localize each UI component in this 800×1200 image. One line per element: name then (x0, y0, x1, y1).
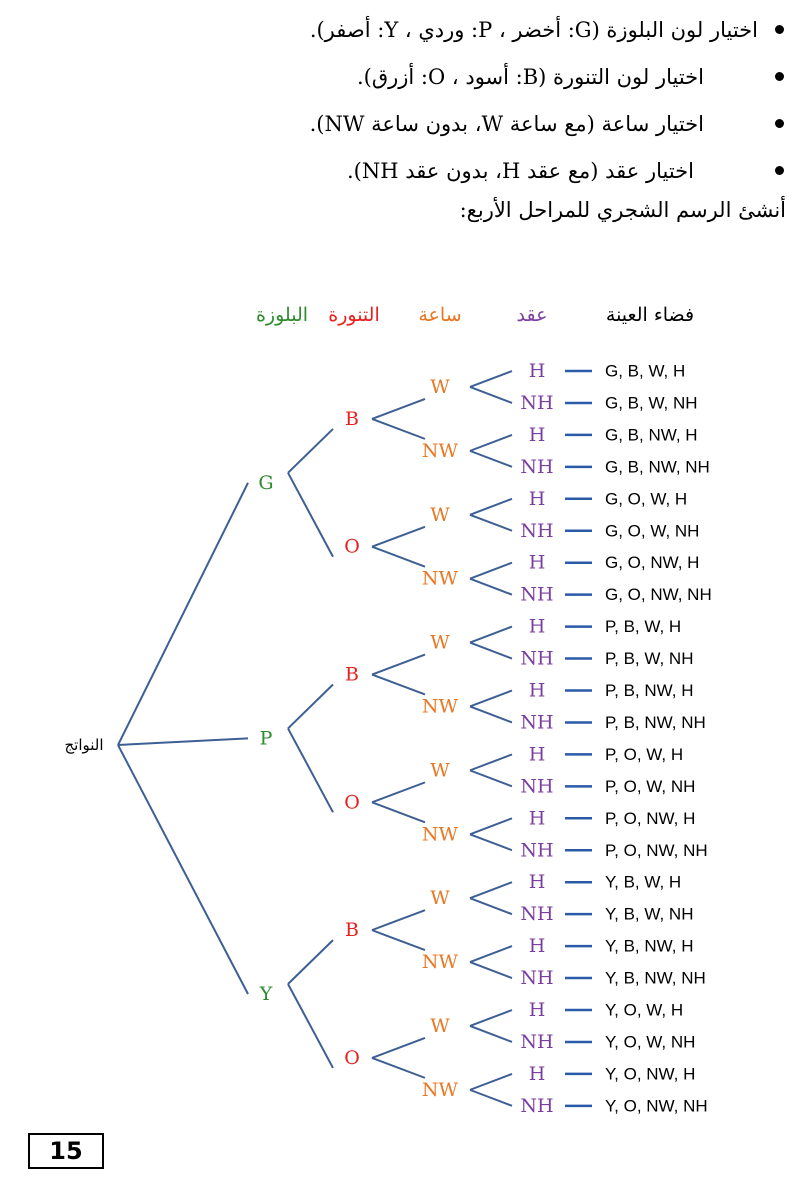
branch-Y-O (288, 984, 333, 1068)
branch-GBNW-NH (470, 451, 512, 467)
page-number: 15 (28, 1133, 104, 1169)
branch-YO-NW (372, 1058, 425, 1078)
node-necklace-YONWH: H (528, 1062, 546, 1085)
branch-PBW-NH (470, 643, 512, 659)
node-watch-YONW: NW (421, 1078, 459, 1101)
outcome-23: Y, O, NW, NH (605, 1096, 708, 1116)
outcome-20: Y, O, W, H (605, 1000, 684, 1020)
branch-GONW-H (470, 563, 512, 579)
node-necklace-PBWH: H (528, 615, 546, 638)
node-necklace-GONWH: H (528, 551, 546, 574)
outcome-19: Y, B, NW, NH (605, 968, 706, 988)
branch-GBNW-H (470, 435, 512, 451)
branch-root-P (118, 738, 248, 745)
branch-P-B (288, 685, 333, 729)
node-skirt-PB: B (345, 663, 359, 686)
node-blouse-G: G (258, 471, 274, 494)
bullet-skirt: اختيار لون التنورة (B: أسود ، O: أزرق). (38, 57, 758, 104)
instruction: أنشئ الرسم الشجري للمراحل الأربع: (459, 198, 786, 222)
branch-GONW-NH (470, 579, 512, 595)
outcome-7: G, O, NW, NH (605, 585, 712, 605)
outcome-16: Y, B, W, H (605, 872, 682, 892)
branch-root-Y (118, 745, 248, 994)
branch-YONW-H (470, 1074, 512, 1090)
node-skirt-GO: O (344, 535, 360, 558)
branch-PB-W (372, 655, 425, 675)
node-necklace-YBWNH: NH (520, 903, 554, 926)
node-watch-GBNW: NW (421, 439, 459, 462)
outcome-15: P, O, NW, NH (605, 840, 708, 860)
branch-PONW-H (470, 818, 512, 834)
node-watch-YBNW: NW (421, 951, 459, 974)
branch-YBNW-H (470, 946, 512, 962)
node-skirt-GB: B (345, 407, 359, 430)
outcome-5: G, O, W, NH (605, 521, 700, 541)
branch-POW-H (470, 754, 512, 770)
branch-YONW-NH (470, 1090, 512, 1106)
bullet-necklace: اختيار عقد (مع عقد H، بدون عقد NH). (38, 151, 758, 198)
branch-GO-NW (372, 547, 425, 567)
node-necklace-YONWNH: NH (520, 1094, 554, 1117)
header-skirt: التنورة (328, 304, 380, 326)
branch-YO-W (372, 1038, 425, 1058)
bullet-watch: اختيار ساعة (مع ساعة W، بدون ساعة NW). (38, 104, 758, 151)
outcome-2: G, B, NW, H (605, 425, 698, 445)
bullet-blouse: اختيار لون البلوزة (G: أخضر ، P: وردي ، Y: أصفر). (38, 10, 758, 57)
node-necklace-POWNH: NH (520, 775, 554, 798)
branch-PB-NW (372, 675, 425, 695)
branch-YBW-NH (470, 898, 512, 914)
branch-GBW-NH (470, 387, 512, 403)
outcome-8: P, B, W, H (605, 617, 682, 637)
header-sample-space: فضاء العينة (605, 304, 695, 326)
branch-POW-NH (470, 770, 512, 786)
branch-GBW-H (470, 371, 512, 387)
outcome-0: G, B, W, H (605, 361, 686, 381)
branch-G-O (288, 473, 333, 557)
outcome-22: Y, O, NW, H (605, 1064, 696, 1084)
outcome-14: P, O, NW, H (605, 808, 696, 828)
node-watch-YOW: W (430, 1014, 450, 1037)
branch-GO-W (372, 527, 425, 547)
outcome-3: G, B, NW, NH (605, 457, 710, 477)
branch-YOW-H (470, 1010, 512, 1026)
node-watch-PBW: W (430, 631, 450, 654)
node-necklace-GOWH: H (528, 487, 546, 510)
node-necklace-PBNWNH: NH (520, 711, 554, 734)
branch-G-B (288, 429, 333, 473)
outcome-4: G, O, W, H (605, 489, 688, 509)
header-watch: ساعة (418, 304, 462, 326)
node-watch-GOW: W (430, 503, 450, 526)
node-watch-POW: W (430, 759, 450, 782)
outcome-10: P, B, NW, H (605, 681, 694, 700)
node-skirt-PO: O (344, 791, 360, 814)
outcome-12: P, O, W, H (605, 744, 684, 764)
outcome-18: Y, B, NW, H (605, 936, 694, 956)
node-necklace-GBNWH: H (528, 423, 546, 446)
branch-GOW-H (470, 499, 512, 515)
branch-GB-W (372, 399, 425, 419)
node-necklace-GBWNH: NH (520, 391, 554, 414)
outcome-6: G, O, NW, H (605, 553, 700, 573)
branch-YB-NW (372, 930, 425, 950)
node-necklace-GBNWNH: NH (520, 455, 554, 478)
header-necklace: عقد (516, 304, 548, 326)
node-necklace-YBNWH: H (528, 935, 546, 958)
node-necklace-GBWH: H (528, 360, 546, 382)
outcome-1: G, B, W, NH (605, 393, 698, 413)
branch-YOW-NH (470, 1026, 512, 1042)
root-label: النواتج (64, 736, 104, 754)
branch-PO-W (372, 782, 425, 802)
branch-root-G (118, 483, 248, 745)
branch-YBNW-NH (470, 962, 512, 978)
node-skirt-YB: B (345, 919, 359, 942)
header-blouse: البلوزة (255, 304, 309, 326)
node-necklace-YOWNH: NH (520, 1030, 554, 1053)
node-necklace-PONWNH: NH (520, 839, 554, 862)
branch-PO-NW (372, 802, 425, 822)
node-necklace-GONWNH: NH (520, 583, 554, 606)
node-blouse-Y: Y (259, 983, 273, 1006)
node-watch-PONW: NW (421, 823, 459, 846)
node-watch-GBW: W (430, 375, 450, 398)
node-necklace-YOWH: H (528, 999, 546, 1021)
outcome-11: P, B, NW, NH (605, 712, 706, 732)
branch-PONW-NH (470, 834, 512, 850)
outcome-17: Y, B, W, NH (605, 904, 694, 924)
node-watch-GONW: NW (421, 567, 459, 590)
node-necklace-YBNWNH: NH (520, 967, 554, 990)
node-necklace-YBWH: H (528, 871, 546, 894)
branch-PBNW-H (470, 691, 512, 707)
node-watch-PBNW: NW (421, 695, 459, 718)
outcome-13: P, O, W, NH (605, 776, 696, 796)
branch-YBW-H (470, 882, 512, 898)
node-necklace-PBNWH: H (528, 679, 546, 702)
branch-GOW-NH (470, 515, 512, 531)
branch-PBW-H (470, 627, 512, 643)
outcome-21: Y, O, W, NH (605, 1032, 696, 1052)
branch-YB-W (372, 910, 425, 930)
branch-Y-B (288, 940, 333, 984)
node-necklace-POWH: H (528, 743, 546, 766)
branch-P-O (288, 728, 333, 812)
outcome-9: P, B, W, NH (605, 649, 694, 669)
node-necklace-GOWNH: NH (520, 519, 554, 542)
node-skirt-YO: O (344, 1046, 360, 1069)
branch-PBNW-NH (470, 706, 512, 722)
branch-GB-NW (372, 419, 425, 439)
node-blouse-P: P (259, 727, 273, 750)
node-watch-YBW: W (430, 887, 450, 910)
node-necklace-PONWH: H (528, 807, 546, 830)
node-necklace-PBWNH: NH (520, 647, 554, 670)
